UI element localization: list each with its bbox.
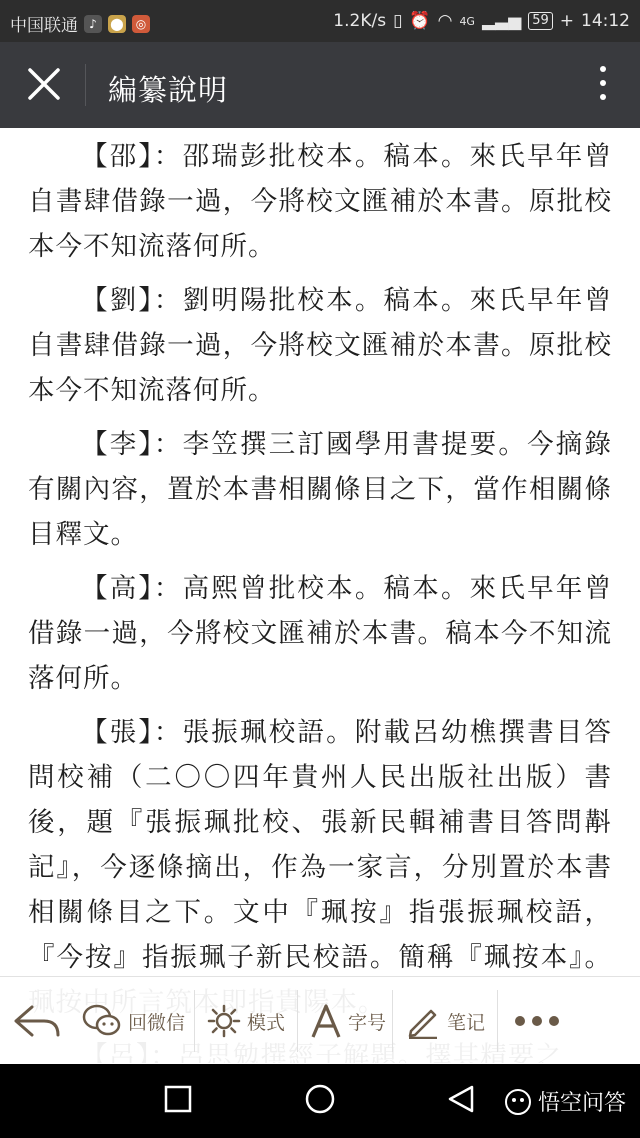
font-a-icon [310,1003,342,1039]
charging-icon: + [559,11,574,31]
ellipsis-icon [514,1015,560,1027]
paragraph-zhang: 【張】：張振珮校語。附載呂幼樵撰書目答問校補（二〇〇四年貴州人民出版社出版）書後，題『張振珮批校、張新民輯補書目答問斠記』，今逐條摘出，作為一家言，分別置於本書相關條目之下。文中『珮按』指張振珮校語，『今按』指振珮子新民校語。簡稱『珮按本』。 [28,717,612,973]
back-nav-icon[interactable] [446,1084,476,1114]
alarm-icon: ⏰ [409,11,431,31]
clock: 14:12 [581,11,630,31]
reply-wechat-button[interactable] [82,1003,194,1039]
wechat-icon [82,1003,122,1039]
article-content [0,128,640,1063]
carrier-label: 中国联通 [10,16,78,36]
battery-icon: 59 [528,12,553,30]
paragraph-shao: 【邵】：邵瑞彭批校本。稿本。來氏早年曾自書肆借錄一過，今將校文匯補於本書。原批校本今不知流落何所。 [28,141,612,262]
watermark-text: 悟空问答 [537,1091,626,1116]
browser-icon: ◎ [132,15,150,33]
sun-icon [207,1004,241,1038]
network-type: 4G [459,14,475,28]
reader-toolbar [0,976,640,1065]
map-icon: ⬤ [108,15,126,33]
title-divider [85,64,86,106]
paragraph-gao: 【高】：高熙曾批校本。稿本。來氏早年曾借錄一過，今將校文匯補於本書。稿本今不知流落何所。 [28,573,612,694]
toolbar-divider [194,990,195,1052]
wukong-logo-icon [504,1088,532,1116]
wifi-icon: ◠ [437,11,453,31]
toolbar-divider [497,990,498,1052]
back-button[interactable] [10,1001,66,1041]
note-button[interactable] [405,1003,497,1039]
title-bar [0,42,640,128]
home-icon[interactable] [303,1084,337,1118]
more-menu-icon[interactable] [596,66,610,106]
navigation-bar [0,1064,640,1138]
more-options-button[interactable] [514,1015,560,1027]
close-icon[interactable] [22,62,66,106]
status-bar [0,0,640,42]
mode-label: 模式 [247,1011,286,1034]
vibrate-icon: ▯ [393,11,403,31]
tiktok-icon: ♪ [84,15,102,33]
font-size-button[interactable] [310,1003,392,1039]
recents-icon[interactable] [163,1084,193,1114]
toolbar-divider [392,990,393,1052]
paragraph-liu: 【劉】：劉明陽批校本。稿本。來氏早年曾自書肆借錄一過，今將校文匯補於本書。原批校本今不知流落何所。 [28,285,612,406]
back-arrow-icon [10,1001,62,1041]
mode-button[interactable] [207,1004,297,1038]
paragraph-li: 【李】：李笠撰三訂國學用書提要。今摘錄有關內容，置於本書相關條目之下，當作相關條目釋文。 [28,429,612,550]
font-size-label: 字号 [348,1011,387,1034]
network-speed: 1.2K/s [333,11,387,31]
page-title: 編纂說明 [108,73,229,107]
note-label: 笔记 [447,1011,486,1034]
watermark [504,1086,626,1117]
reply-wechat-label: 回微信 [128,1011,186,1034]
pen-icon [405,1003,441,1039]
signal-icon: ▂▃▅ [481,11,522,31]
toolbar-divider [297,990,298,1052]
